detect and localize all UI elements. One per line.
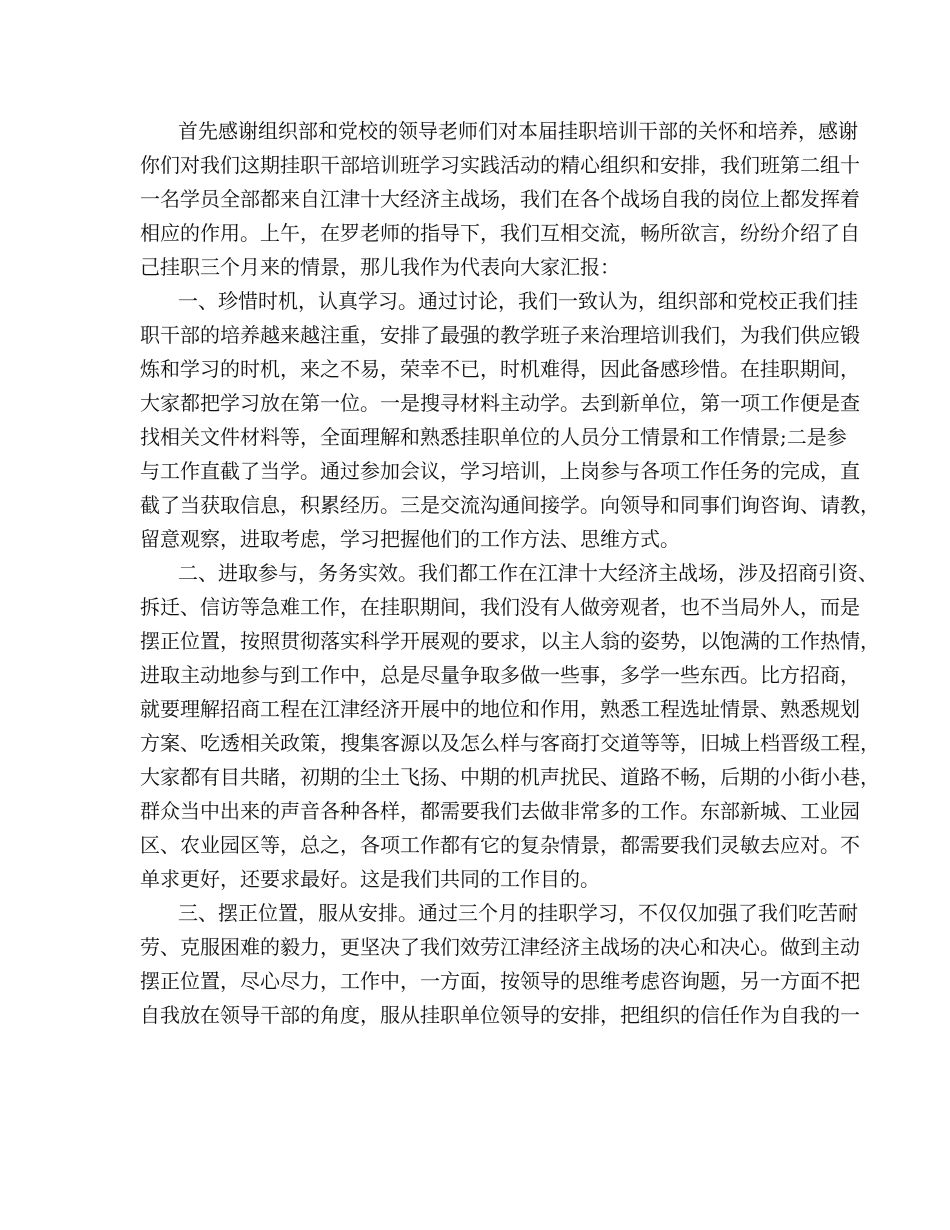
text-line: 群众当中出来的声音各种各样，都需要我们去做非常多的工作。东部新城、工业园 (140, 799, 860, 823)
text-line: 自我放在领导干部的角度，服从挂职单位领导的安排，把组织的信任作为自我的一 (140, 1003, 860, 1027)
document-body (140, 114, 880, 1032)
text-line: 一名学员全部都来自江津十大经济主战场，我们在各个战场自我的岗位上都发挥着 (140, 187, 860, 211)
text-line: 大家都把学习放在第一位。一是搜寻材料主动学。去到新单位，第一项工作便是查 (140, 391, 860, 415)
text-line: 方案、吃透相关政策，搜集客源以及怎么样与客商打交道等等，旧城上档晋级工程， (140, 731, 880, 755)
paragraph-4 (140, 896, 860, 1032)
paragraph-2 (140, 284, 880, 556)
text-line: 二、进取参与，务务实效。我们都工作在江津十大经济主战场，涉及招商引资、 (178, 561, 878, 585)
text-line: 与工作直截了当学。通过参加会议，学习培训，上岗参与各项工作任务的完成，直 (140, 459, 860, 483)
text-line: 己挂职三个月来的情景，那儿我作为代表向大家汇报： (140, 255, 620, 279)
text-line: 一、珍惜时机，认真学习。通过讨论，我们一致认为，组织部和党校正我们挂 (178, 289, 858, 313)
text-line: 摆正位置，按照贯彻落实科学开展观的要求，以主人翁的姿势，以饱满的工作热情， (140, 629, 880, 653)
text-line: 职干部的培养越来越注重，安排了最强的教学班子来治理培训我们，为我们供应锻 (140, 323, 860, 347)
text-line: 进取主动地参与到工作中，总是尽量争取多做一些事，多学一些东西。比方招商， (140, 663, 860, 687)
text-line: 炼和学习的时机，来之不易，荣幸不已，时机难得，因此备感珍惜。在挂职期间， (140, 357, 860, 381)
text-line: 截了当获取信息，积累经历。三是交流沟通间接学。向领导和同事们询咨询、请教， (140, 493, 880, 517)
text-line: 劳、克服困难的毅力，更坚决了我们效劳江津经济主战场的决心和决心。做到主动 (140, 935, 860, 959)
text-line: 留意观察，进取考虑，学习把握他们的工作方法、思维方式。 (140, 527, 680, 551)
text-line: 拆迁、信访等急难工作，在挂职期间，我们没有人做旁观者，也不当局外人，而是 (140, 595, 860, 619)
text-line: 找相关文件材料等，全面理解和熟悉挂职单位的人员分工情景和工作情景;二是参 (140, 425, 847, 449)
text-line: 相应的作用。上午，在罗老师的指导下，我们互相交流，畅所欲言，纷纷介绍了自 (140, 221, 860, 245)
text-line: 三、摆正位置，服从安排。通过三个月的挂职学习，不仅仅加强了我们吃苦耐 (178, 901, 858, 925)
paragraph-3 (140, 556, 880, 896)
paragraph-1 (140, 114, 860, 284)
text-line: 你们对我们这期挂职干部培训班学习实践活动的精心组织和安排，我们班第二组十 (140, 153, 860, 177)
text-line: 区、农业园区等，总之，各项工作都有它的复杂情景，都需要我们灵敏去应对。不 (140, 833, 860, 857)
text-line: 首先感谢组织部和党校的领导老师们对本届挂职培训干部的关怀和培养，感谢 (178, 119, 858, 143)
text-line: 就要理解招商工程在江津经济开展中的地位和作用，熟悉工程选址情景、熟悉规划 (140, 697, 860, 721)
text-line: 大家都有目共睹，初期的尘土飞扬、中期的机声扰民、道路不畅，后期的小街小巷， (140, 765, 880, 789)
text-line: 单求更好，还要求最好。这是我们共同的工作目的。 (140, 867, 600, 891)
text-line: 摆正位置，尽心尽力，工作中，一方面，按领导的思维考虑咨询题，另一方面不把 (140, 969, 860, 993)
